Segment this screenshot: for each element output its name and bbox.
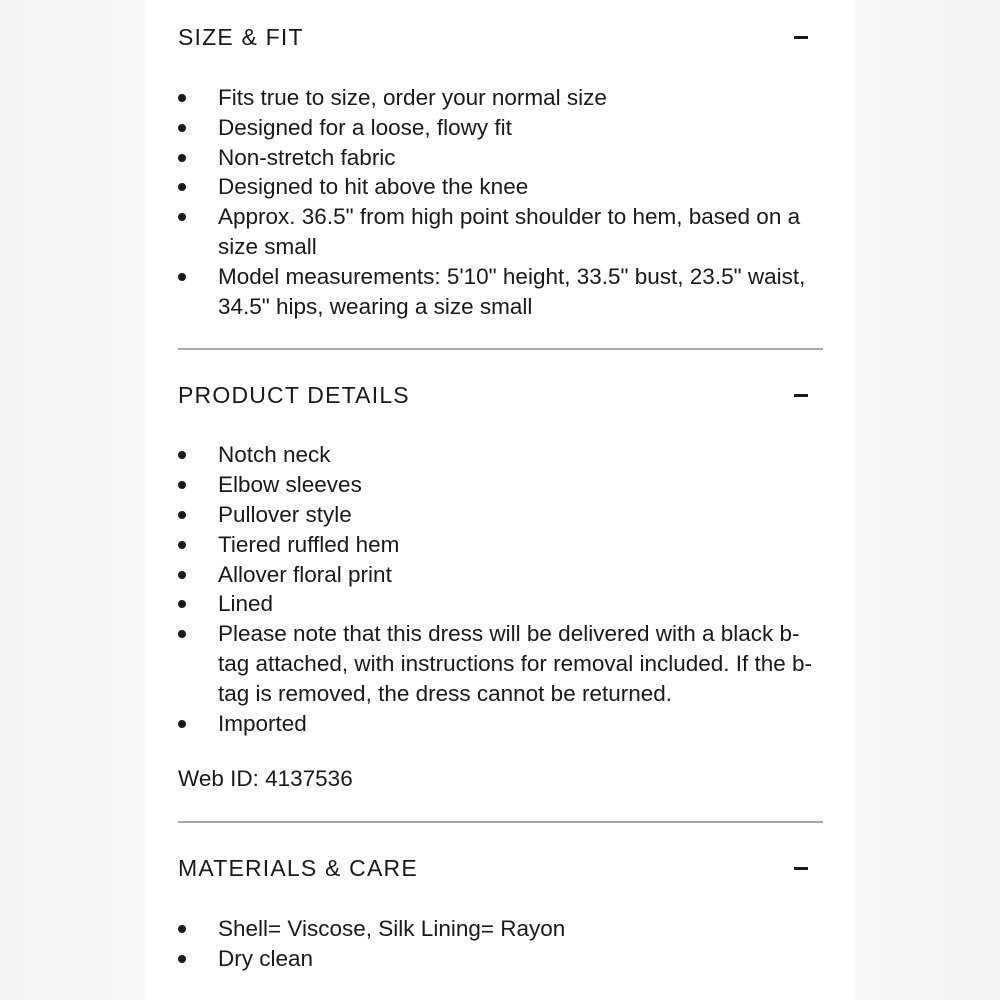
list-item: Designed for a loose, flowy fit (178, 113, 823, 143)
materials-care-header[interactable] (178, 853, 823, 883)
list-item: Elbow sleeves (178, 470, 823, 500)
list-item: Allover floral print (178, 560, 823, 590)
materials-care-title: MATERIALS & CARE (178, 854, 418, 881)
list-item: Pullover style (178, 500, 823, 530)
product-details-header[interactable] (178, 380, 823, 410)
product-details-list (178, 440, 823, 738)
bullet-icon (178, 183, 186, 191)
list-item: Please note that this dress will be delivered with a black b-tag attached, with instructions for removal included. If the b-tag is removed, the dress cannot be returned. (178, 619, 823, 708)
minus-icon[interactable] (794, 858, 808, 878)
bullet-icon (178, 541, 186, 549)
list-item: Tiered ruffled hem (178, 530, 823, 560)
list-item: Approx. 36.5" from high point shoulder to hem, based on a size small (178, 202, 823, 262)
bullet-icon (178, 600, 186, 608)
bullet-icon (178, 571, 186, 579)
minus-icon[interactable] (794, 27, 808, 47)
size-fit-title: SIZE & FIT (178, 23, 304, 50)
bullet-icon (178, 94, 186, 102)
product-details-section (178, 380, 823, 794)
list-item: Lined (178, 589, 823, 619)
materials-care-section (178, 853, 823, 974)
bullet-icon (178, 124, 186, 132)
list-item: Shell= Viscose, Silk Lining= Rayon (178, 914, 823, 944)
bullet-icon (178, 511, 186, 519)
bullet-icon (178, 630, 186, 638)
list-item: Notch neck (178, 440, 823, 470)
product-details-title: PRODUCT DETAILS (178, 381, 410, 408)
section-divider (178, 348, 823, 350)
bullet-icon (178, 451, 186, 459)
list-item: Model measurements: 5'10" height, 33.5" bust, 23.5" waist, 34.5" hips, wearing a size small (178, 262, 823, 322)
section-divider (178, 821, 823, 823)
web-id: Web ID: 4137536 (178, 766, 353, 792)
bullet-icon (178, 481, 186, 489)
size-fit-section (178, 22, 823, 321)
list-item: Imported (178, 709, 823, 739)
size-fit-list (178, 83, 823, 321)
bullet-icon (178, 955, 186, 963)
size-fit-header[interactable] (178, 22, 823, 52)
list-item: Non-stretch fabric (178, 143, 823, 173)
bullet-icon (178, 925, 186, 933)
product-info-panel (145, 0, 855, 1000)
list-item: Fits true to size, order your normal size (178, 83, 823, 113)
materials-care-list (178, 914, 823, 974)
bullet-icon (178, 154, 186, 162)
minus-icon[interactable] (794, 385, 808, 405)
bullet-icon (178, 273, 186, 281)
list-item: Dry clean (178, 944, 823, 974)
bullet-icon (178, 213, 186, 221)
list-item: Designed to hit above the knee (178, 172, 823, 202)
bullet-icon (178, 720, 186, 728)
accordion (178, 0, 823, 974)
